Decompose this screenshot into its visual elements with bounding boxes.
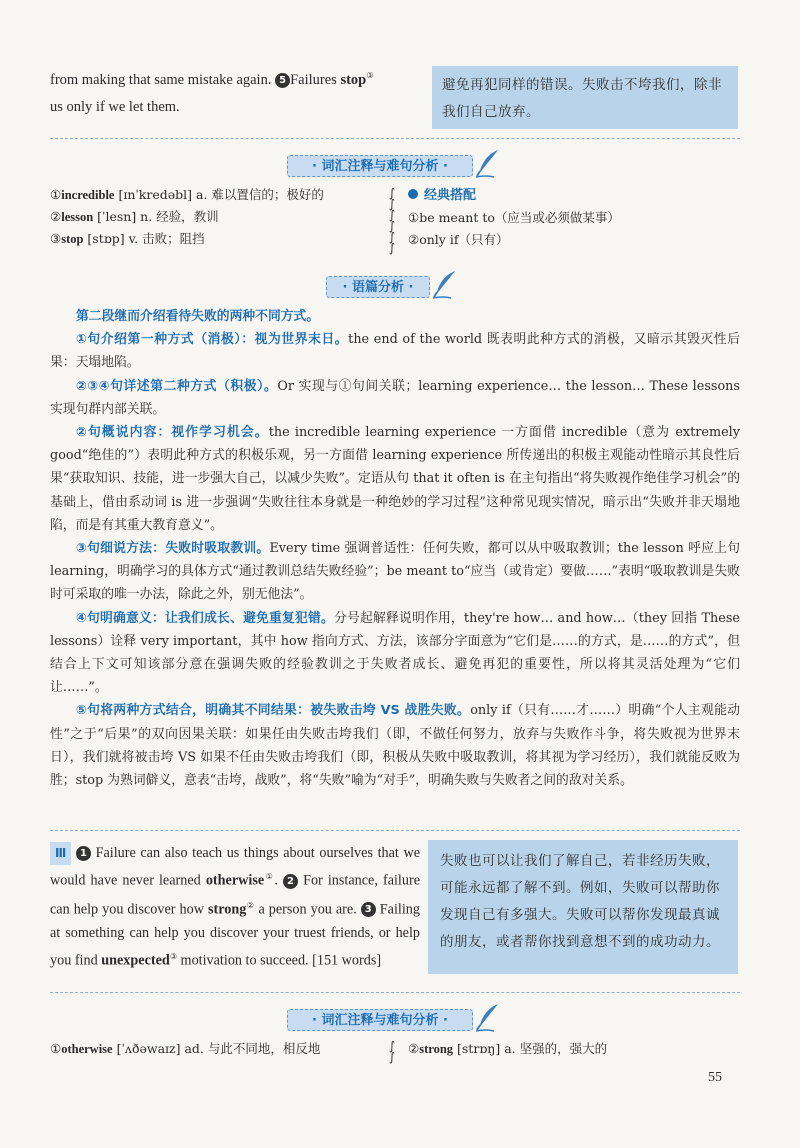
collocation-item: ②only if（只有） <box>408 232 509 247</box>
analysis-paragraph: ②句概说内容：视作学习机会。the incredible learning experience 一方面借 incredible（意为 extremely good“绝佳的”）表明此种方式的积极乐观，另一方面借 learning experience 所传递出的积极主观能动性暗示其良性后果“获取知识、技能，进一步强大自己，以减少失败”。定语从句 that it often is 在主句指出“将失败视作绝佳学习机会”的基础上，借由系动词 is 进一步强调“失败往往本身就是一种绝妙的学习过程”这种常见现实情况，暗示出“失败并非天塌地陷，而是有其重大教育意义”。 <box>50 425 740 533</box>
paragraph-3: Ⅲ 1 Failure can also teach us things about ourselves that we would have never learned otherwise①. 2 For instance, failure can help you discover how strong② a person you are. 3 Failing at something can help you discover your truest friends, or help you find unexpected③ motivation to succeed. [151 words] <box>50 842 420 973</box>
analysis-paragraph: ②③④句详述第二种方式（积极）。Or 实现与①句间关联；learning experience… the lesson… These lessons 实现句群内部关联。 <box>50 378 740 417</box>
column-separator: ∫ ∫ ∫ ∫ ∫ ∫ <box>388 186 396 255</box>
paragraph-marker: Ⅲ <box>50 842 71 865</box>
vocab-item: ①incredible [ɪnˈkredəbl] a. 难以置信的；极好的 <box>50 187 324 202</box>
translation-box-para3: 失败也可以让我们了解自己，若非经历失败，可能永远都了解不到。例如，失败可以帮助你发现自己有多强大。失败可以帮你发现最真诚的朋友，或者帮你找到意想不到的成功动力。 <box>428 840 738 974</box>
vocab-item: ③stop [stɒp] v. 击败；阻挡 <box>50 231 205 246</box>
quill-pen-icon <box>474 148 500 178</box>
vocab-list <box>50 184 380 250</box>
page-number: 55 <box>708 1070 722 1085</box>
translation-box-top: 避免再犯同样的错误。失败击不垮我们，除非我们自己放弃。 <box>432 66 738 129</box>
vocab-banner: · 词汇注释与难句分析 · <box>287 1009 473 1031</box>
quill-pen-icon <box>431 269 457 299</box>
section-divider <box>50 138 740 139</box>
column-separator: ∫ ∫ <box>388 1039 396 1064</box>
analysis-paragraph: ③句细说方法：失败时吸取教训。Every time 强调普适性：任何失败，都可以从中吸取教训；the lesson 呼应上句 learning，明确学习的具体方式“通过教训总结失败经验”；be meant to“应当（或肯定）要做……”表明“吸取教训是失败时可采取的唯一办法，除此之外，别无他法”。 <box>50 541 740 603</box>
bullet-dot-icon <box>408 189 418 199</box>
vocab-item: ②strong [strɒŋ] a. 坚强的，强大的 <box>408 1041 608 1056</box>
section-divider <box>50 830 740 831</box>
discourse-analysis <box>50 305 740 792</box>
collocation-list: 经典搭配 ①be meant to（应当或必须做某事） ②only if（只有） <box>408 184 738 251</box>
quill-pen-icon <box>474 1002 500 1032</box>
analysis-banner: · 语篇分析 · <box>326 276 430 298</box>
sentence-number-badge: 5 <box>275 73 290 88</box>
section-divider <box>50 992 740 993</box>
collocation-item: ①be meant to（应当或必须做某事） <box>408 210 620 225</box>
analysis-paragraph: ⑤句将两种方式结合，明确其不同结果：被失败击垮 VS 战胜失败。only if（只有……才……）明确“个人主观能动性”之于“后果”的双向因果关联：如果任由失败击垮我们（即，不做任何努力，放弃与失败作斗争，将失败视为世界末日），我们就将被击垮 VS 如果不任由失败击垮我们（即，积极从失败中吸取教训，将其视为学习经历），我们就能反败为胜；stop 为熟词僻义，意表“击垮，战败”，将“失败”喻为“对手”，明确失败与失败者之间的敌对关系。 <box>50 703 740 789</box>
paragraph-2-ending: from making that same mistake again. 5 Failures stop③ us only if we let them. <box>50 71 374 115</box>
vocab-item: ①otherwise [ˈʌðəwaɪz] ad. 与此不同地，相反地 <box>50 1041 321 1056</box>
vocab-item: ②lesson [ˈlesn] n. 经验，教训 <box>50 209 219 224</box>
analysis-paragraph: ④句明确意义：让我们成长、避免重复犯错。分号起解释说明作用，they're how… and how…（they 回指 These lessons）诠释 very important，其中 how 指向方式、方法，该部分字面意为“它们是……的方式，是……的方式”，但结合上下文可知该部分意在强调失败的经验教训之于失败者成长、避免再犯的重要性，所以将其灵活处理为“它们让……”。 <box>50 610 740 696</box>
vocab-banner: · 词汇注释与难句分析 · <box>287 155 473 177</box>
key-word-stop: stop <box>340 71 367 88</box>
analysis-intro: 第二段继而介绍看待失败的两种不同方式。 <box>76 309 320 324</box>
analysis-paragraph: ①句介绍第一种方式（消极）：视为世界末日。the end of the world 既表明此种方式的消极，又暗示其毁灭性后果：天塌地陷。 <box>50 332 740 371</box>
